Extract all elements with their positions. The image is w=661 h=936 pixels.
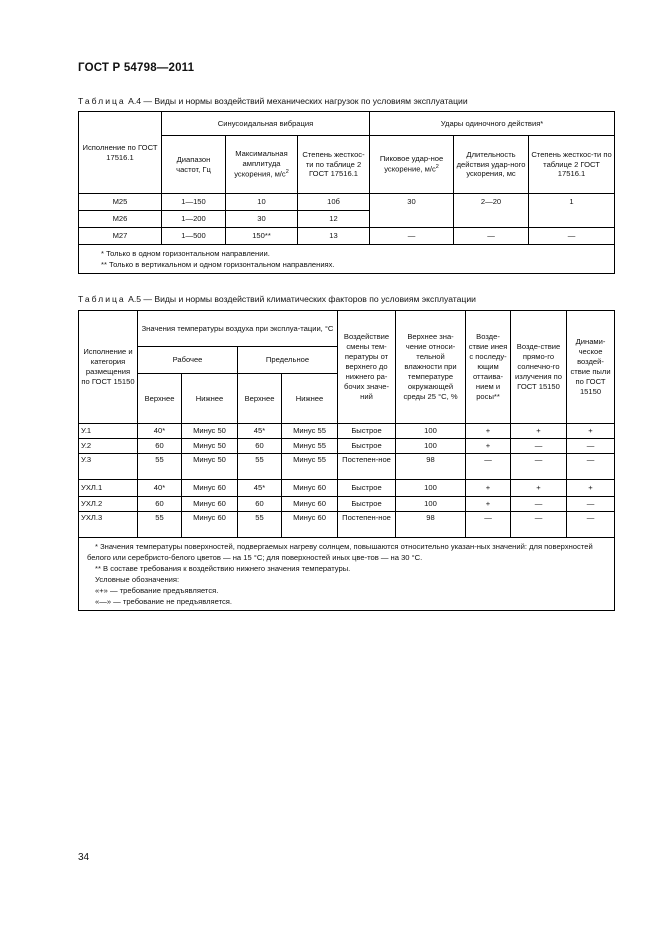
a5-cell: — [567, 497, 615, 512]
a4-cell: 10б [298, 194, 370, 211]
a4-header-shock: Удары одиночного действия* [370, 112, 615, 136]
a4-notes [79, 245, 615, 274]
a5-cell: — [567, 439, 615, 454]
a5-header-limit: Предельное [238, 347, 338, 374]
a5-cell: — [567, 512, 615, 538]
a5-cell: Минус 50 [182, 454, 238, 480]
a4-cell: 1—150 [162, 194, 226, 211]
a4-cell: М27 [79, 228, 162, 245]
a5-cell: 100 [396, 480, 466, 497]
a5-cell: — [567, 454, 615, 480]
a4-header-exec: Исполнение по ГОСТ 17516.1 [79, 112, 162, 194]
a4-cell: 2—20 [454, 194, 529, 228]
a5-cell: + [511, 424, 567, 439]
a5-header-exec: Исполнение и категория размещения по ГОСТ 15150 [79, 311, 138, 424]
table-a4-caption-lead: Таблица [78, 96, 126, 106]
a5-note: «—» — требование не предъявляется. [95, 597, 233, 606]
a4-cell: — [529, 228, 615, 245]
a5-cell: 45* [238, 480, 282, 497]
a5-cell: + [466, 480, 511, 497]
a5-cell: — [511, 497, 567, 512]
a4-cell: 1—500 [162, 228, 226, 245]
a5-cell: Постепен-ное [338, 454, 396, 480]
a4-header-amp-sup: 2 [285, 169, 289, 176]
a5-cell: У.1 [79, 424, 138, 439]
a5-cell: 98 [396, 512, 466, 538]
a5-notes [79, 538, 615, 611]
a5-cell: Быстрое [338, 480, 396, 497]
a5-header-humidity: Верхнее зна-чение относи-тельной влажности при температуре окружающей среды 25 °С, % [396, 311, 466, 424]
a4-cell: 150** [226, 228, 298, 245]
a5-cell: 60 [138, 439, 182, 454]
a5-cell: УХЛ.2 [79, 497, 138, 512]
table-a5 [78, 310, 615, 611]
a4-header-freq: Диапазон частот, Гц [162, 136, 226, 194]
a5-cell: 60 [138, 497, 182, 512]
table-row [79, 454, 615, 480]
a5-cell: Быстрое [338, 497, 396, 512]
a5-cell: Минус 60 [182, 497, 238, 512]
a5-note: Условные обозначения: [95, 575, 180, 584]
a5-cell: 100 [396, 497, 466, 512]
a5-cell: Быстрое [338, 439, 396, 454]
a5-cell: — [511, 439, 567, 454]
a5-cell: + [567, 480, 615, 497]
a4-cell: — [454, 228, 529, 245]
a5-cell: 98 [396, 454, 466, 480]
a5-cell: 55 [138, 512, 182, 538]
a4-cell: 1—200 [162, 211, 226, 228]
a5-header-working-upper: Верхнее [138, 374, 182, 424]
a5-cell: Минус 50 [182, 439, 238, 454]
a5-header-dust: Динами-ческое воздей-ствие пыли по ГОСТ 15150 [567, 311, 615, 424]
table-a4-caption-text: А.4 — Виды и нормы воздействий механических нагрузок по условиям эксплуатации [125, 96, 468, 106]
a5-cell: 45* [238, 424, 282, 439]
document-header: ГОСТ Р 54798—2011 [78, 62, 195, 74]
a4-header-sine: Синусоидальная вибрация [162, 112, 370, 136]
table-row [79, 512, 615, 538]
a5-cell: Минус 60 [282, 497, 338, 512]
table-a4 [78, 111, 615, 274]
table-row [79, 497, 615, 512]
a4-header-peak-text: Пиковое удар-ное ускорение, м/с [379, 154, 444, 174]
page-number: 34 [78, 852, 90, 863]
a5-cell: У.3 [79, 454, 138, 480]
a4-cell: 1 [529, 194, 615, 228]
a4-cell: 13 [298, 228, 370, 245]
a5-cell: — [466, 454, 511, 480]
a5-cell: 100 [396, 424, 466, 439]
a5-note: * Значения температуры поверхностей, подвергаемых нагреву солнцем, повышаются относительно указан-ных значений: для поверхностей белого или серебристо-белого цветов — на 15 °С; для поверхностей иных цве-тов — на 30 °С. [87, 542, 593, 562]
table-a5-caption-lead: Таблица [78, 294, 126, 304]
a5-cell: 60 [238, 439, 282, 454]
a5-cell: Постепен-ное [338, 512, 396, 538]
a5-cell: Минус 50 [182, 424, 238, 439]
a4-note: ** Только в вертикальном и одном горизонтальном направлениях. [101, 260, 335, 269]
a4-cell: 30 [226, 211, 298, 228]
a5-cell: 40* [138, 424, 182, 439]
a5-cell: — [466, 512, 511, 538]
a5-cell: Минус 60 [282, 480, 338, 497]
a5-header-change: Воздействие смены тем-пературы от верхнего до нижнего ра-бочих значе-ний [338, 311, 396, 424]
a5-header-sun: Возде-ствие прямо-го солнечно-го излучения по ГОСТ 15150 [511, 311, 567, 424]
a4-cell: М25 [79, 194, 162, 211]
a4-cell: 10 [226, 194, 298, 211]
a5-cell: Минус 60 [182, 480, 238, 497]
a5-cell: Минус 55 [282, 439, 338, 454]
table-a5-caption [78, 294, 476, 304]
a5-header-limit-lower: Нижнее [282, 374, 338, 424]
a4-header-peak-sup: 2 [435, 164, 439, 171]
a5-cell: 100 [396, 439, 466, 454]
a5-cell: + [466, 439, 511, 454]
a5-cell: Быстрое [338, 424, 396, 439]
a5-cell: 55 [238, 512, 282, 538]
a4-cell: 12 [298, 211, 370, 228]
a5-cell: Минус 60 [182, 512, 238, 538]
table-a5-caption-text: А.5 — Виды и нормы воздействий климатических факторов по условиям эксплуатации [125, 294, 476, 304]
a5-cell: 60 [238, 497, 282, 512]
a4-header-peak [370, 136, 454, 194]
table-row [79, 228, 615, 245]
a4-header-amp-text: Максимальная амплитуда ускорения, м/с [234, 149, 288, 179]
a4-note: * Только в одном горизонтальном направлении. [101, 249, 270, 258]
table-row [79, 194, 615, 211]
a5-header-dew: Возде-ствие инея с последу-ющим оттаива-нием и росы** [466, 311, 511, 424]
a5-cell: — [511, 454, 567, 480]
table-row [79, 439, 615, 454]
a5-header-temp: Значения температуры воздуха при эксплуа-тации, °С [138, 311, 338, 347]
a4-cell: М26 [79, 211, 162, 228]
a5-header-working-lower: Нижнее [182, 374, 238, 424]
a5-cell: 40* [138, 480, 182, 497]
a5-cell: У.2 [79, 439, 138, 454]
a4-header-amp [226, 136, 298, 194]
a5-cell: Минус 55 [282, 454, 338, 480]
a5-cell: + [511, 480, 567, 497]
a5-cell: + [567, 424, 615, 439]
a5-header-limit-upper: Верхнее [238, 374, 282, 424]
a5-note: ** В составе требования к воздействию нижнего значения температуры. [95, 564, 351, 573]
a4-header-rigidity-2: Степень жесткос-ти по таблице 2 ГОСТ 17516.1 [529, 136, 615, 194]
a5-cell: + [466, 424, 511, 439]
a5-cell: 55 [238, 454, 282, 480]
a5-header-working: Рабочее [138, 347, 238, 374]
a5-cell: — [511, 512, 567, 538]
a5-cell: УХЛ.1 [79, 480, 138, 497]
table-row [79, 480, 615, 497]
a5-cell: 55 [138, 454, 182, 480]
a5-cell: Минус 55 [282, 424, 338, 439]
a5-note: «+» — требование предъявляется. [95, 586, 219, 595]
a5-cell: + [466, 497, 511, 512]
a4-header-duration: Длительность действия удар-ного ускорения, мс [454, 136, 529, 194]
table-a4-caption [78, 96, 468, 106]
table-row [79, 424, 615, 439]
a5-cell: Минус 60 [282, 512, 338, 538]
a4-header-rigidity-1: Степень жесткос-ти по таблице 2 ГОСТ 17516.1 [298, 136, 370, 194]
a4-cell: — [370, 228, 454, 245]
a4-cell: 30 [370, 194, 454, 228]
a5-cell: УХЛ.3 [79, 512, 138, 538]
